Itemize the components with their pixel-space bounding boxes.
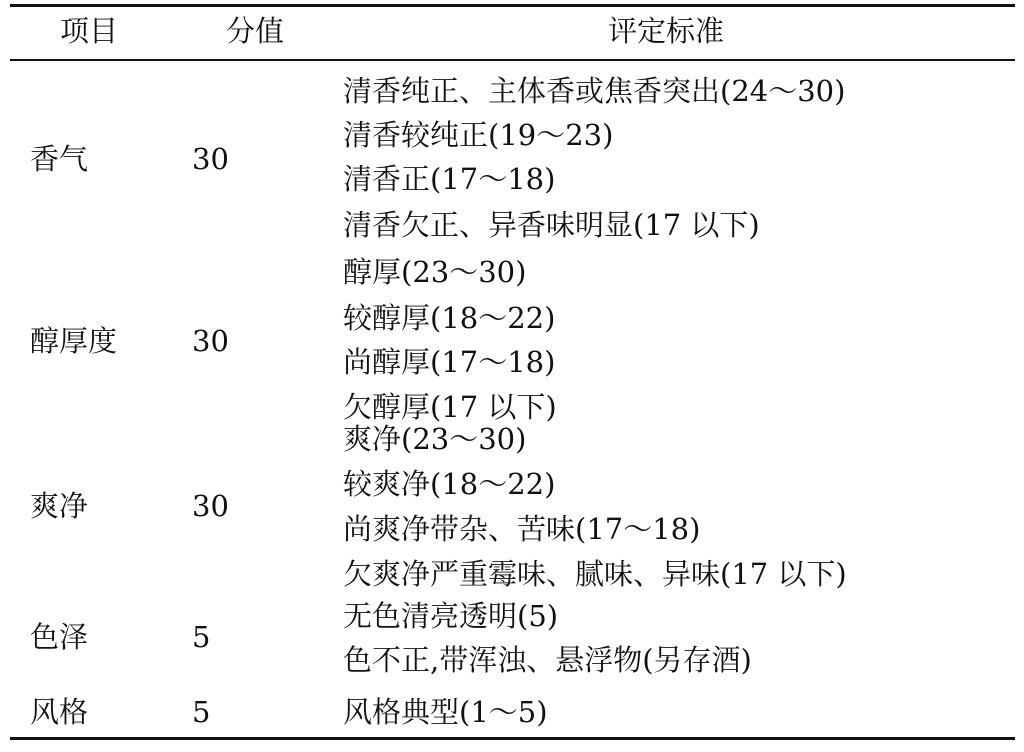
table-top-rule — [10, 4, 1015, 7]
row-aroma-score: 30 — [192, 142, 229, 176]
row-color-criterion-2: 色不正,带浑浊、悬浮物(另存酒) — [343, 643, 752, 677]
row-style-item: 风格 — [30, 695, 89, 729]
row-body-item: 醇厚度 — [30, 324, 118, 358]
row-aroma-criterion-4: 清香欠正、异香味明显(17 以下) — [343, 208, 760, 242]
row-clean-criterion-4: 欠爽净严重霉味、腻味、异味(17 以下) — [343, 557, 847, 591]
row-color-score: 5 — [192, 620, 211, 654]
row-color-item: 色泽 — [30, 620, 89, 654]
row-body-score: 30 — [192, 324, 229, 358]
row-body-criterion-4: 欠醇厚(17 以下) — [343, 390, 557, 424]
row-body-criterion-2: 较醇厚(18～22) — [343, 301, 556, 335]
header-item: 项目 — [60, 14, 119, 48]
row-aroma-criterion-1: 清香纯正、主体香或焦香突出(24～30) — [343, 74, 846, 108]
table-bottom-rule — [10, 737, 1015, 740]
row-body-criterion-1: 醇厚(23～30) — [343, 255, 527, 289]
row-aroma-criterion-3: 清香正(17～18) — [343, 162, 556, 196]
row-aroma-criterion-2: 清香较纯正(19～23) — [343, 118, 614, 152]
row-clean-criterion-3: 尚爽净带杂、苦味(17～18) — [343, 512, 701, 546]
table-header-rule — [10, 59, 1015, 61]
header-score: 分值 — [226, 14, 285, 48]
row-style-criterion-1: 风格典型(1～5) — [343, 695, 548, 729]
row-style-score: 5 — [192, 695, 211, 729]
row-aroma-item: 香气 — [30, 142, 89, 176]
row-clean-criterion-2: 较爽净(18～22) — [343, 467, 556, 501]
row-clean-score: 30 — [192, 489, 229, 523]
row-clean-criterion-1: 爽净(23～30) — [343, 422, 527, 456]
row-clean-item: 爽净 — [30, 489, 89, 523]
header-criteria: 评定标准 — [608, 14, 725, 48]
row-body-criterion-3: 尚醇厚(17～18) — [343, 345, 556, 379]
row-color-criterion-1: 无色清亮透明(5) — [343, 599, 559, 633]
